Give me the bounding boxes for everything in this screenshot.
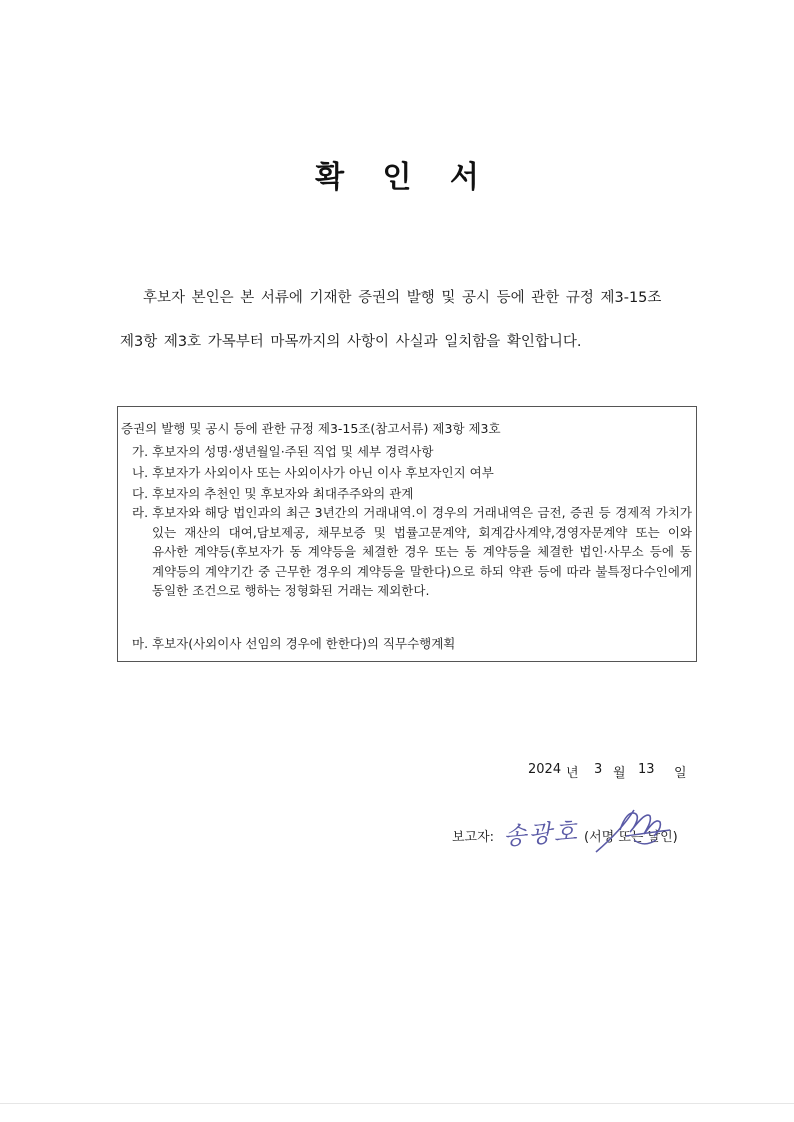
list-item-marker: 라. [132,505,149,520]
date-year: 2024 [528,762,562,777]
list-item-text: 후보자가 사외이사 또는 사외이사가 아닌 이사 후보자인지 여부 [152,465,494,480]
list-item-marker: 나. [132,465,149,480]
list-item-text: 후보자(사외이사 선임의 경우에 한한다)의 직무수행계획 [152,636,456,651]
list-item-da [132,484,413,502]
statement-line-1: 후보자 본인은 본 서류에 기재한 증권의 발행 및 공시 등에 관한 규정 제3-15조 [143,290,662,306]
statement-line-2: 제3항 제3호 가목부터 마목까지의 사항이 사실과 일치함을 확인합니다. [120,334,582,350]
list-item-na [132,463,494,481]
list-item-marker: 다. [132,486,149,501]
list-item-ga [132,442,433,460]
date-month-unit: 월 [613,766,626,781]
reference-box-heading: 증권의 발행 및 공시 등에 관한 규정 제3-15조(참고서류) 제3항 제3호 [121,421,501,436]
date-day-unit: 일 [674,766,687,781]
date-day: 13 [638,762,655,777]
document-title: 확 인 서 [315,160,493,195]
date-month: 3 [594,762,603,777]
date-year-unit: 년 [566,766,579,781]
reporter-label: 보고자: [452,830,495,845]
list-item-ra [132,503,692,601]
list-item-text: 후보자와 해당 법인과의 최근 3년간의 거래내역.이 경우의 거래내역은 금전, 증권 등 경제적 가치가 있는 재산의 대여,담보제공, 채무보증 및 법률고문계약, 회계감사계약,경영자문계약 또는 이와 유사한 계약등(후보자가 동 계약등을 체결한 경우 또는 동 계약등을 체결한 법인·사무소 등에 동 계약등의 계약기간 중 근무한 경우의 계약등을 말한다)으로 하되 약관 등에 따라 불특정다수인에게 동일한 조건으로 행하는 정형화된 거래는 제외한다. [152,505,692,598]
list-item-marker: 마. [132,636,149,651]
page-divider [0,1103,794,1104]
handwritten-signature-name: 송광호 [502,817,580,851]
list-item-ma [132,634,455,652]
list-item-text: 후보자의 성명·생년월일·주된 직업 및 세부 경력사항 [152,444,434,459]
list-item-marker: 가. [132,444,149,459]
reference-box [117,406,697,662]
signature-scribble [590,800,680,858]
seal-note: (서명 또는 날인) [584,830,678,845]
list-item-text: 후보자의 추천인 및 후보자와 최대주주와의 관계 [152,486,414,501]
